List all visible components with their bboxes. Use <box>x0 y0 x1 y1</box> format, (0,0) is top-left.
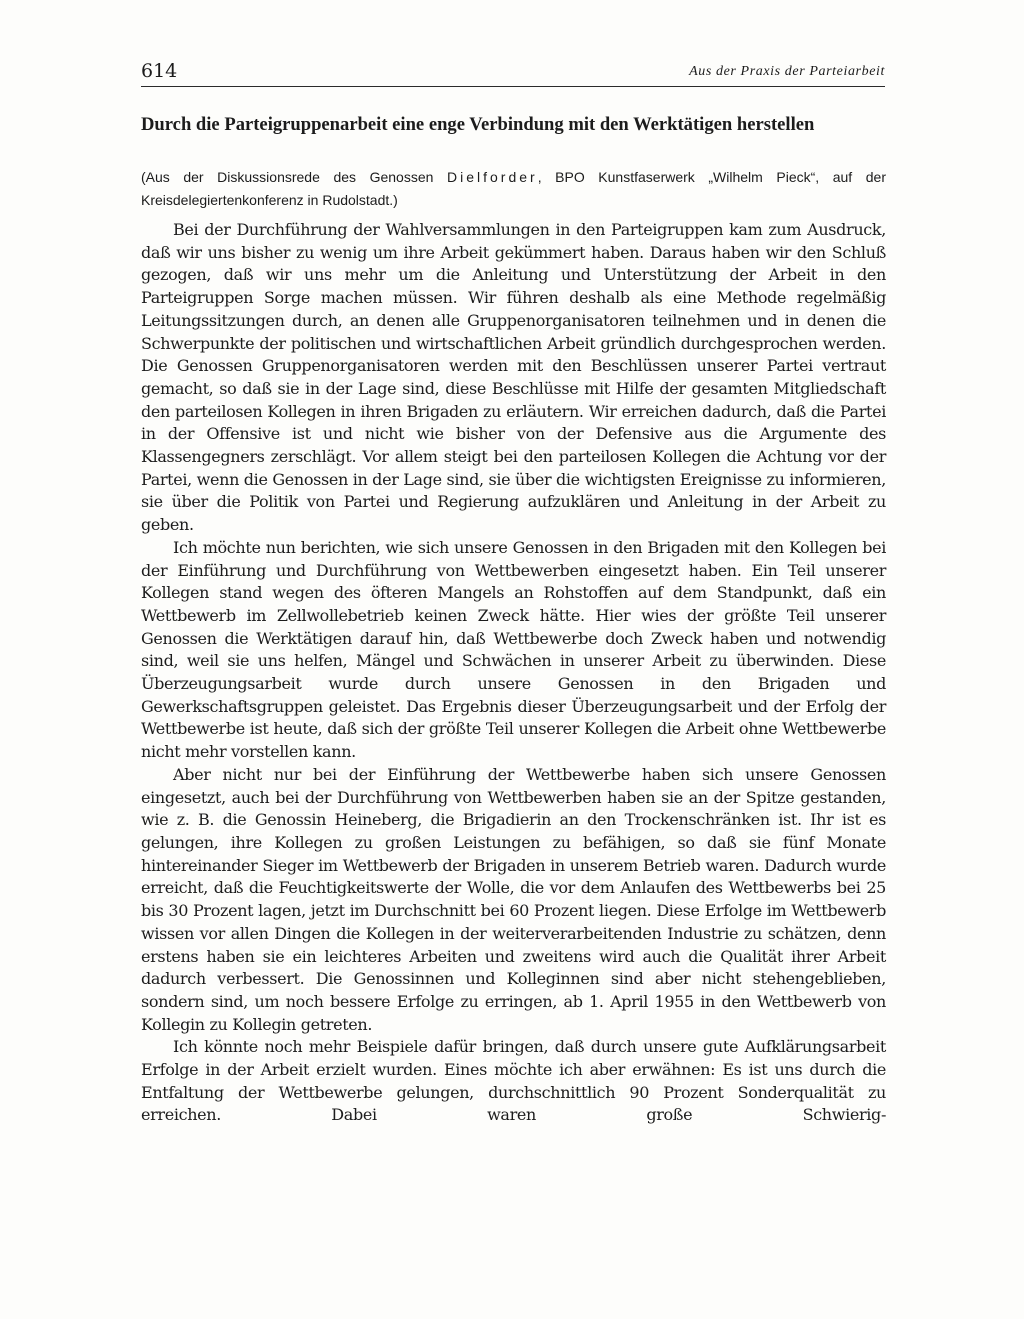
article-title: Durch die Parteigruppenarbeit eine enge Verbindung mit den Werktätigen herstellen <box>141 114 815 135</box>
source-suffix: , BPO Kunstfaserwerk „Wilhelm Pieck“, auf der Kreisdelegiertenkonferenz in Rudolstadt.) <box>141 169 887 208</box>
running-header <box>141 60 885 87</box>
paragraph-3: Aber nicht nur bei der Einführung der Wettbewerbe haben sich unsere Genossen eingesetzt, auch bei der Durchführung von Wettbewerben haben sie an der Spitze gestanden, wie z. B. die Genossin Heineberg, die Brigadierin an den Trockenschränken ist. Ihr ist es gelungen, ihre Kollegen zu großen Leistungen zu befähigen, so daß sie fünf Monate hintereinander Sieger im Wettbewerb der Brigaden in unserem Betrieb waren. Dadurch wurde erreicht, daß die Feuchtigkeitswerte der Wolle, die vor dem Anlaufen des Wettbewerbs bei 25 bis 30 Prozent lagen, jetzt im Durchschnitt bei 60 Prozent liegen. Diese Erfolge im Wettbewerb wissen vor allen Dingen die Kollegen in der weiterverarbeitenden Industrie zu schätzen, denn erstens haben sie ein leichteres Arbeiten und zweitens wird auch die Qualität ihrer Arbeit dadurch verbessert. Die Genossinnen und Kolleginnen sind aber nicht stehengeblieben, sondern sind, um noch bessere Erfolge zu erringen, ab 1. April 1955 in den Wettbewerb von Kollegin zu Kollegin getreten. <box>141 764 886 1034</box>
speaker-name: Dielforder <box>447 169 538 185</box>
section-title: Aus der Praxis der Parteiarbeit <box>689 64 885 79</box>
source-prefix: (Aus der Diskussionsrede des Genossen <box>141 169 447 185</box>
article-body <box>141 219 886 1127</box>
paragraph-1: Bei der Durchführung der Wahlversammlungen in den Parteigruppen kam zum Ausdruck, daß wir uns bisher zu wenig um ihre Arbeit gekümmert haben. Daraus haben wir den Schluß gezogen, daß wir uns mehr um die Anleitung und Unterstützung der Arbeit in den Parteigruppen Sorge machen müssen. Wir führen deshalb als eine Methode regelmäßig Leitungssitzungen durch, an denen alle Gruppenorganisatoren teilnehmen und in denen die Schwerpunkte der politischen und wirtschaftlichen Arbeit gründlich durchgesprochen werden. Die Genossen Gruppenorganisatoren werden mit den Beschlüssen unserer Partei vertraut gemacht, so daß sie in der Lage sind, diese Beschlüsse mit Hilfe der gesamten Mitgliedschaft den parteilosen Kollegen in ihren Brigaden zu erläutern. Wir erreichen dadurch, daß die Partei in der Offensive ist und nicht wie bisher von der Defensive aus die Argumente des Klassengegners zerschlägt. Vor allem steigt bei den parteilosen Kollegen die Achtung vor der Partei, wenn die Genossen in der Lage sind, sie über die wichtigsten Ereignisse zu informieren, sie über die Politik von Partei und Regierung aufzuklären und Anleitung in der Arbeit zu geben. <box>141 220 886 535</box>
article-source-note <box>141 166 886 212</box>
paragraph-4: Ich könnte noch mehr Beispiele dafür bringen, daß durch unsere gute Aufklärungsarbeit Erfolge in der Arbeit erzielt wurden. Eines möchte ich aber erwähnen: Es ist uns durch die Entfaltung der Wettbewerbe gelungen, durchschnittlich 90 Prozent Sonderqualität zu erreichen. Dabei waren große Schwierig- <box>141 1037 886 1125</box>
page-number: 614 <box>141 60 178 82</box>
paragraph-2: Ich möchte nun berichten, wie sich unsere Genossen in den Brigaden mit den Kollegen bei der Einführung und Durchführung von Wettbewerben eingesetzt haben. Ein Teil unserer Kollegen stand wegen des öfteren Mangels an Rohstoffen auf dem Standpunkt, daß ein Wettbewerb im Zellwollebetrieb keinen Zweck hätte. Hier wies der größte Teil unserer Genossen die Werktätigen darauf hin, daß Wettbewerbe doch Zweck haben und notwendig sind, weil sie uns helfen, Mängel und Schwächen in unserer Arbeit zu überwinden. Diese Überzeugungsarbeit wurde durch unsere Genossen in den Brigaden und Gewerkschaftsgruppen geleistet. Das Ergebnis dieser Überzeugungsarbeit und der Erfolg der Wettbewerbe ist heute, daß sich der größte Teil unserer Kollegen die Arbeit ohne Wettbewerbe nicht mehr vorstellen kann. <box>141 537 886 762</box>
